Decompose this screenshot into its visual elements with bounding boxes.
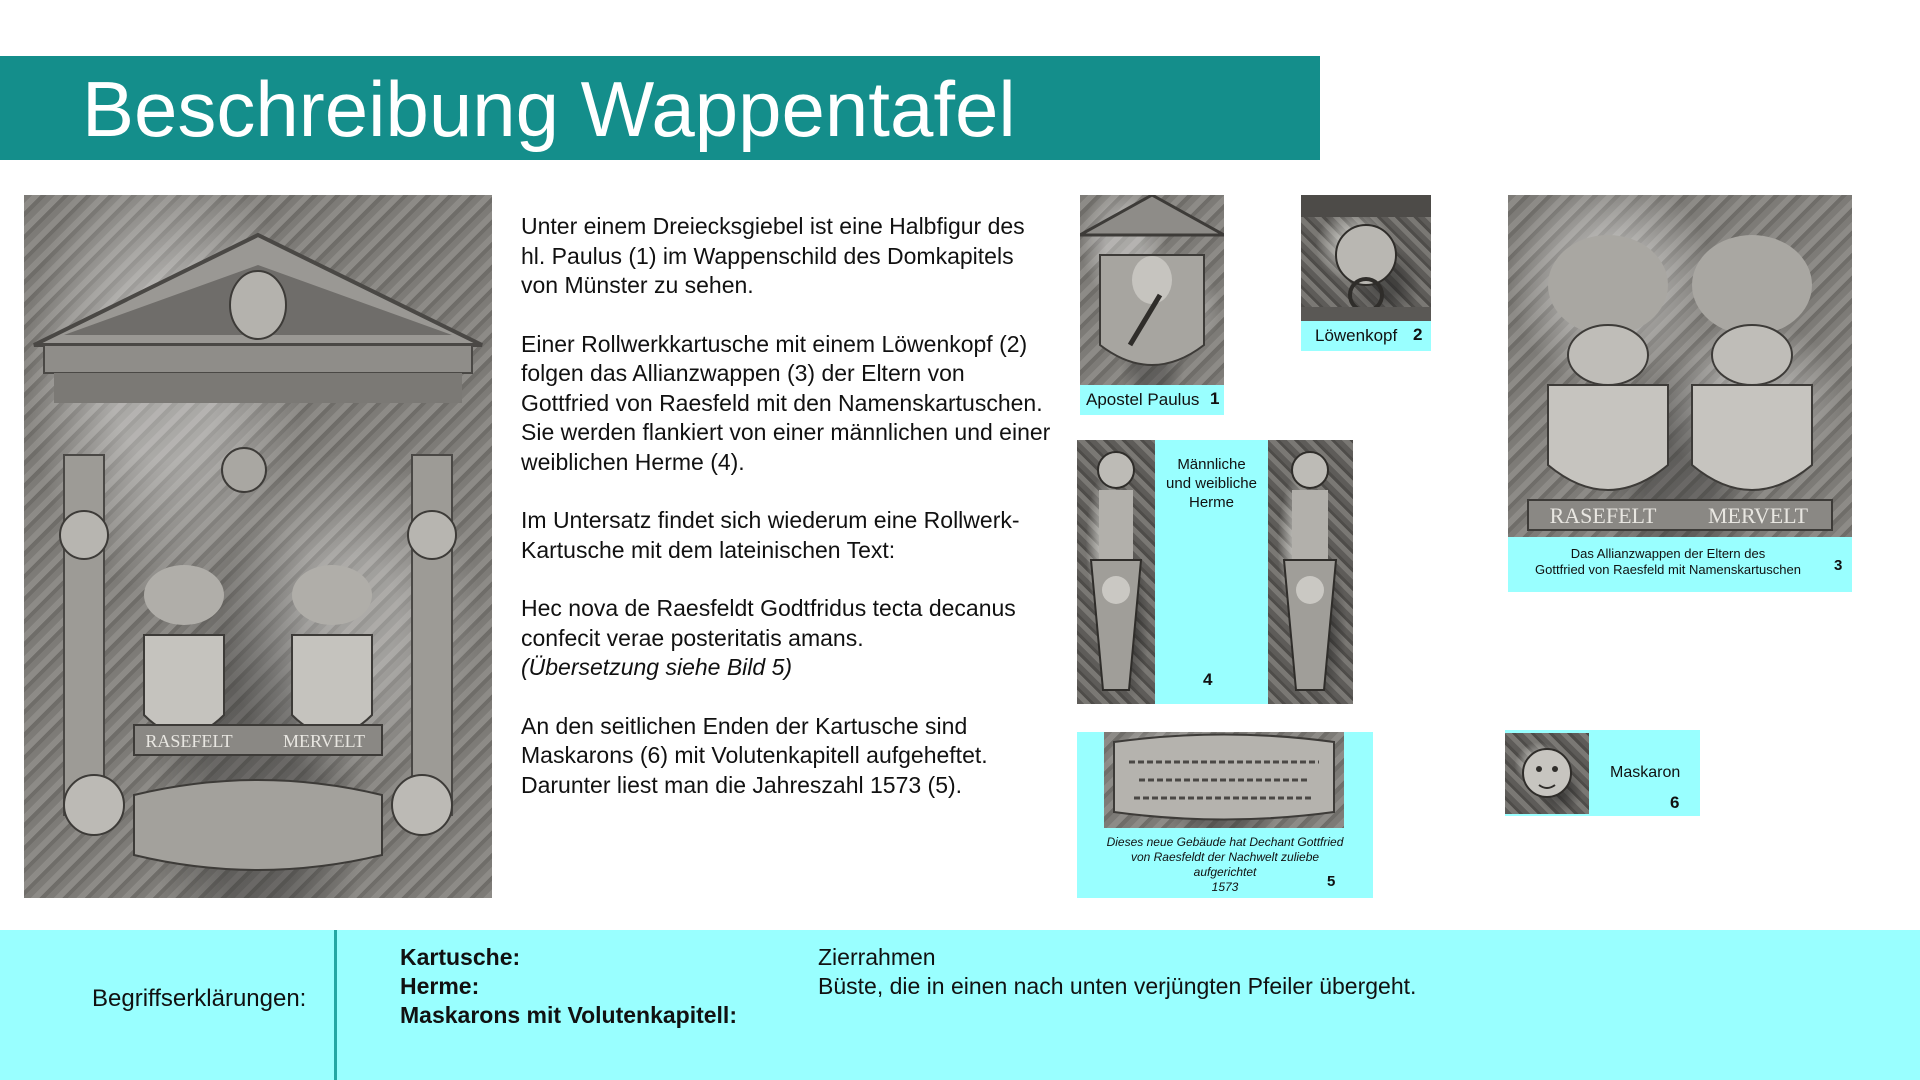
caption-allianzwappen-line2: Gottfried von Raesfeld mit Namenskartuschen (1535, 562, 1801, 577)
photo-apostel-paulus (1080, 195, 1224, 385)
weibliche-herme-drawing (1268, 440, 1353, 704)
inschrift-drawing (1104, 732, 1344, 828)
figure-number-4: 4 (1203, 670, 1213, 689)
caption-allianzwappen (1508, 537, 1852, 592)
paragraph-paulus: Unter einem Dreiecksgiebel ist eine Halbfigur des hl. Paulus (1) im Wappenschild des Domkapitels von Münster zu sehen. (521, 213, 1025, 298)
photo-maennliche-herme (1077, 440, 1155, 704)
figure-number-1: 1 (1210, 389, 1220, 408)
figure-number-2: 2 (1413, 325, 1423, 344)
title-bar (0, 56, 1320, 160)
caption-hermen (1155, 455, 1268, 512)
maskaron-drawing (1505, 733, 1589, 814)
glossary-footer (0, 930, 1920, 1080)
inscription-rasefelt: RASEFELT (145, 731, 233, 751)
paragraph-latin-text (521, 594, 1051, 683)
glossary-label-box (0, 930, 337, 1080)
caption-inschrift (1090, 835, 1360, 895)
caption-inschrift-line3: aufgerichtet (1193, 865, 1257, 879)
caption-hermen-line2: und weibliche (1166, 475, 1257, 492)
photo-maskaron (1505, 733, 1589, 814)
caption-apostel-paulus (1080, 385, 1224, 415)
inscription-rasefelt-detail: RASEFELT (1549, 503, 1657, 528)
caption-hermen-line1: Männliche (1177, 456, 1246, 473)
caption-allianzwappen-line1: Das Allianzwappen der Eltern des (1570, 546, 1766, 561)
paragraph-allianzwappen: Einer Rollwerkkartusche mit einem Löwenkopf (2) folgen das Allianzwappen (3) der Eltern von Gottfried von Raesfeld mit den Namenskartuschen. Sie werden flankiert von einer männlichen und einer weiblichen Herme (4). (521, 330, 1051, 475)
caption-inschrift-line1: Dieses neue Gebäude hat Dechant Gottfried (1106, 835, 1344, 849)
caption-apostel-paulus-text: Apostel Paulus (1086, 390, 1200, 409)
maennliche-herme-drawing (1077, 440, 1155, 704)
photo-weibliche-herme (1268, 440, 1353, 704)
page-title: Beschreibung Wappentafel (82, 65, 1016, 153)
main-photo-wappentafel (24, 195, 492, 898)
translation-hint: (Übersetzung siehe Bild 5) (521, 654, 793, 680)
latin-inscription: Hec nova de Raesfeldt Godtfridus tecta decanus confecit verae posteritatis amans. (521, 595, 1016, 651)
glossary-label: Begriffserklärungen: (92, 985, 307, 1012)
caption-loewenkopf-text: Löwenkopf (1315, 326, 1398, 345)
photo-inschrift-kartusche (1104, 732, 1344, 828)
paragraph-untersatz: Im Untersatz findet sich wiederum eine Rollwerk-Kartusche mit dem lateinischen Text: (521, 507, 1020, 563)
glossary-term-herme: Herme: (400, 973, 480, 999)
figure-number-5: 5 (1327, 873, 1336, 890)
paragraph-maskarons: An den seitlichen Enden der Kartusche sind Maskarons (6) mit Volutenkapitell aufgeheftet. Darunter liest man die Jahreszahl 1573 (5). (521, 712, 988, 798)
caption-inschrift-line2: von Raesfeldt der Nachwelt zuliebe (1130, 850, 1320, 864)
inscription-mervelt-detail: MERVELT (1707, 503, 1809, 528)
caption-loewenkopf (1301, 321, 1431, 351)
caption-hermen-line3: Herme (1188, 494, 1234, 511)
caption-maskaron-text: Maskaron (1610, 764, 1681, 781)
figure-number-3: 3 (1834, 557, 1843, 574)
allianzwappen-drawing (1508, 195, 1852, 537)
description-text (521, 212, 1051, 829)
glossary-term-kartusche: Kartusche: (400, 944, 521, 970)
glossary-term-maskarons: Maskarons mit Volutenkapitell: (400, 1002, 737, 1028)
inscription-mervelt: MERVELT (283, 731, 365, 751)
wappentafel-drawing (24, 195, 492, 898)
caption-allianzwappen-text (1508, 546, 1828, 578)
photo-allianzwappen (1508, 195, 1852, 537)
glossary-def-kartusche: Zierrahmen (818, 944, 936, 970)
figure-number-6: 6 (1670, 793, 1680, 812)
glossary-def-herme: Büste, die in einen nach unten verjüngten Pfeiler übergeht. (818, 973, 1417, 999)
loewenkopf-drawing (1301, 195, 1431, 321)
paulus-drawing (1080, 195, 1224, 385)
photo-loewenkopf (1301, 195, 1431, 321)
caption-inschrift-line4: 1573 (1211, 880, 1239, 894)
